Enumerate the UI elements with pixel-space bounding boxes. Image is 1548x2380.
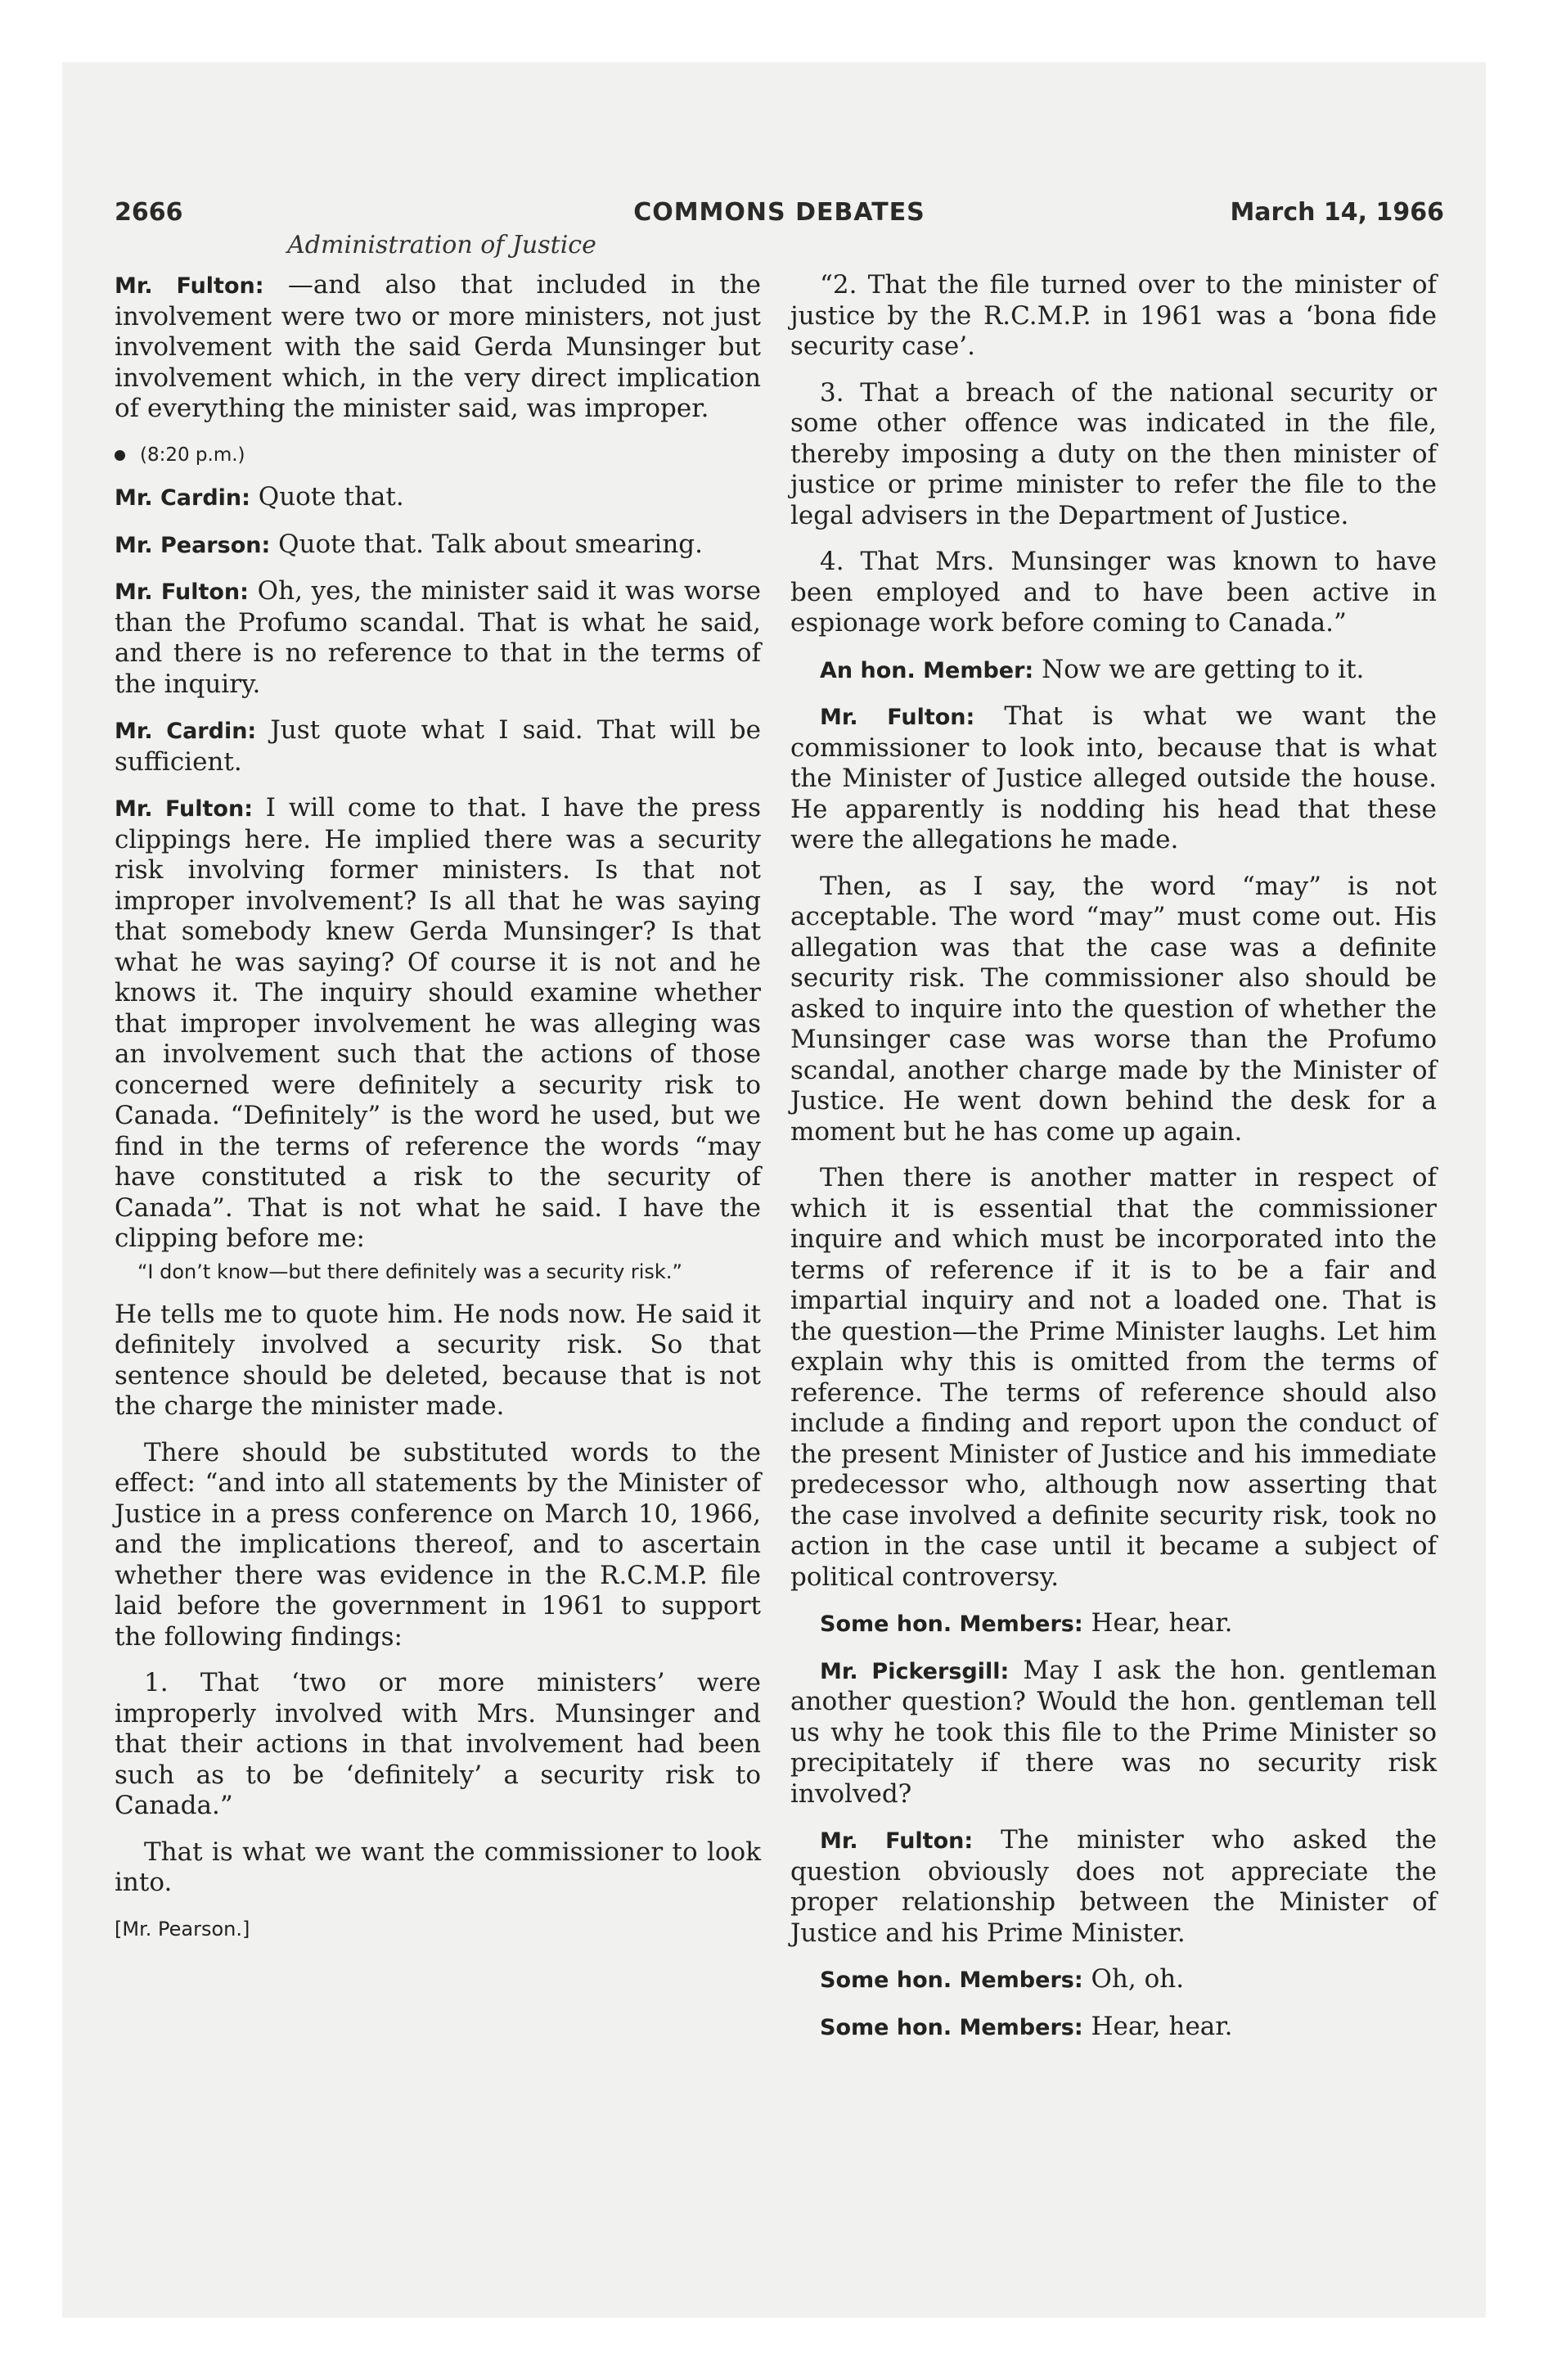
right-column [790, 270, 1437, 2058]
speaker-name: Mr. Fulton: [820, 705, 975, 730]
page-date: March 14, 1966 [1230, 198, 1444, 227]
paragraph [790, 2012, 1437, 2044]
speaker-name: Mr. Pearson: [115, 532, 271, 558]
left-column [115, 270, 761, 1960]
speaker-name: Mr. Fulton: [820, 1828, 974, 1854]
paragraph: He tells me to quote him. He nods now. He said it definitely involved a security risk. So that sentence should be deleted, because that is not the charge the minister made. [115, 1299, 761, 1421]
paragraph [115, 793, 761, 1255]
speaker-name: An hon. Member: [820, 657, 1034, 683]
speaker-name: Mr. Cardin: [115, 719, 257, 744]
paragraph: There should be substituted words to the effect: “and into all statements by the Minister of Justice in a press conference on March 10, 1966, and the implications thereof, and to ascertain whether there was evidence in the R.C.M.P. file laid before the government in 1961 to support the following findings: [115, 1437, 761, 1652]
speaker-name: Some hon. Members: [820, 1611, 1083, 1637]
paragraph [790, 1608, 1437, 1640]
paragraph [790, 701, 1437, 856]
timestamp: (8:20 p.m.) [115, 440, 761, 471]
speech-text: Quote that. Talk about smearing. [270, 529, 703, 559]
paragraph: 3. That a breach of the national security or some other offence was indicated in the file, thereby imposing a duty on the then minister of justice or prime minister to refer the file to the legal advisers in the Department of Justice. [790, 377, 1437, 530]
paragraph [790, 1825, 1437, 1949]
publication-title: COMMONS DEBATES [633, 198, 925, 227]
paragraph [790, 1656, 1437, 1810]
speech-text: Just quote what I said. That will be sufficient. [115, 715, 761, 777]
footnote: [Mr. Pearson.] [115, 1917, 250, 1941]
paragraph [115, 482, 761, 514]
paragraph: Then there is another matter in respect of which it is essential that the commissioner inquire and which must be incorporated into the terms of reference if it is to be a fair and impartial inquiry and not a loaded one. That is the question—the Prime Minister laughs. Let him explain why this is omitted from the terms of reference. The terms of reference should also include a finding and report upon the conduct of the present Minister of Justice and his immediate predecessor who, although now asserting that the case involved a definite security risk, took no action in the case until it became a subject of political controversy. [790, 1163, 1437, 1592]
speech-text: Hear, hear. [1082, 1608, 1233, 1638]
paragraph: That is what we want the commissioner to look into. [115, 1837, 761, 1897]
page-number: 2666 [115, 198, 183, 227]
speaker-name: Mr. Pickersgill: [820, 1658, 1010, 1684]
speech-text: —and also that included in the involvement were two or more ministers, not just involvement with the said Gerda Munsinger but involvement which, in the very direct implication of everything the minister said, was improper. [115, 270, 761, 423]
paragraph: “2. That the file turned over to the minister of justice by the R.C.M.P. in 1961 was a ‘bona fide security case’. [790, 270, 1437, 361]
block-quote: “I don’t know—but there definitely was a security risk.” [137, 1260, 682, 1283]
speech-text: The minister who asked the question obviously does not appreciate the proper relationship between the Minister of Justice and his Prime Minister. [790, 1825, 1437, 1948]
paragraph [115, 530, 761, 561]
speech-text: Hear, hear. [1082, 2011, 1233, 2041]
page-header [115, 198, 1444, 231]
speech-text: Oh, yes, the minister said it was worse than the Profumo scandal. That is what he said, and there is no reference to that in the terms of the inquiry. [115, 576, 761, 699]
speech-text: That is what we want the commissioner to look into, because that is what the Minister of Justice alleged outside the house. He apparently is nodding his head that these were the allegations he made. [790, 701, 1437, 854]
bullet-icon [115, 450, 125, 461]
speaker-name: Mr. Fulton: [115, 579, 249, 605]
speech-text: I will come to that. I have the press clippings here. He implied there was a security risk involving former ministers. Is that not improper involvement? Is all that he was saying that somebody knew Gerda Munsinger? Is that what he was saying? Of course it is not and he knows it. The inquiry should examine whether that improper involvement he was alleging was an involvement such that the actions of those concerned were definitely a security risk to Canada. “Definitely” is the word he used, but we find in the terms of reference the words “may have constituted a risk to the security of Canada”. That is not what he said. I have the clipping before me: [115, 793, 761, 1253]
paragraph: Then, as I say, the word “may” is not acceptable. The word “may” must come out. His allegation was that the case was a definite security risk. The commissioner also should be asked to inquire into the question of whether the Munsinger case was worse than the Profumo scandal, another charge made by the Minister of Justice. He went down behind the desk for a moment but he has come up again. [790, 871, 1437, 1147]
speech-text: May I ask the hon. gentleman another question? Would the hon. gentleman tell us why he took this file to the Prime Minister so precipitately if there was no security risk involved? [790, 1655, 1438, 1809]
paragraph [115, 715, 761, 778]
section-title: Administration of Justice [287, 231, 596, 259]
speech-text: Now we are getting to it. [1033, 654, 1365, 684]
speaker-name: Some hon. Members: [820, 1968, 1083, 1993]
paragraph [790, 655, 1437, 687]
speech-text: Oh, oh. [1082, 1964, 1185, 1994]
paragraph [115, 270, 761, 425]
speaker-name: Mr. Fulton: [115, 273, 264, 299]
speaker-name: Some hon. Members: [820, 2014, 1083, 2040]
paragraph: 1. That ‘two or more ministers’ were improperly involved with Mrs. Munsinger and that their actions in that involvement had been such as to be ‘definitely’ a security risk to Canada.” [115, 1668, 761, 1820]
speaker-name: Mr. Cardin: [115, 485, 250, 511]
paragraph [790, 1964, 1437, 1996]
speaker-name: Mr. Fulton: [115, 796, 253, 822]
paragraph [115, 576, 761, 700]
paragraph: 4. That Mrs. Munsinger was known to have been employed and to have been active in espionage work before coming to Canada.” [790, 547, 1437, 638]
speech-text: Quote that. [250, 482, 404, 512]
